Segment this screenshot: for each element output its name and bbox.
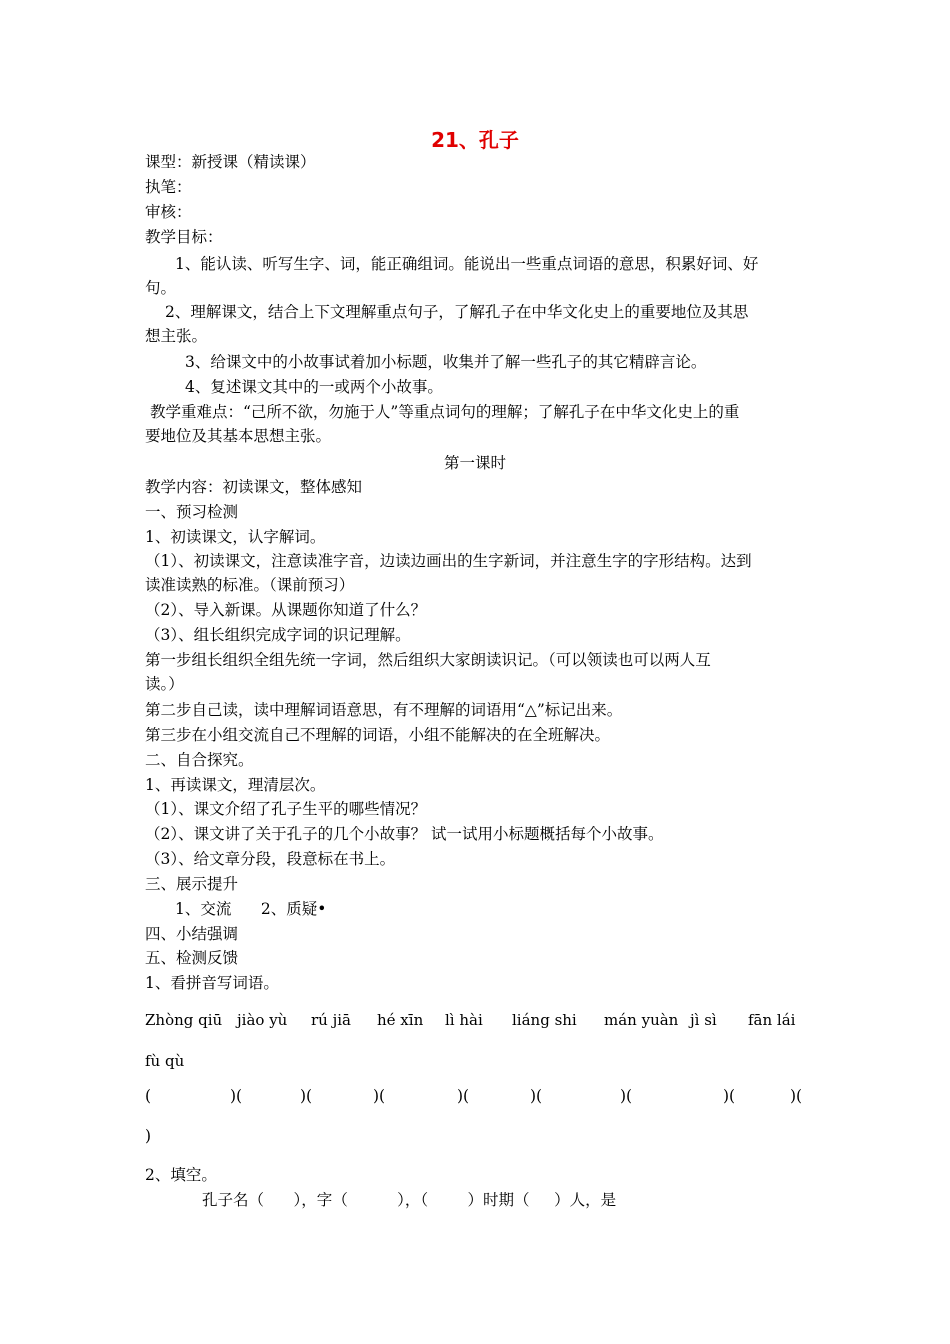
- pinyin-word: fān lái: [748, 1011, 796, 1029]
- period-heading: 第一课时: [443, 454, 506, 472]
- blank-paren: ): [145, 1127, 152, 1145]
- goal-1-line-2: 句。: [145, 279, 177, 297]
- teaching-content: 教学内容：初读课文，整体感知: [145, 478, 363, 496]
- goal-2-line-1: 2、理解课文，结合上下文理解重点句子，了解孔子在中华文化史上的重要地位及其思: [165, 303, 749, 321]
- pinyin-word: jiào yù: [237, 1011, 288, 1029]
- fill-in-line: 孔子名（ ），字（ ），（ ）时期（ ）人，是: [202, 1191, 617, 1209]
- section-2-sub-2: （2）、课文讲了关于孔子的几个小故事？ 试一试用小标题概括每个小故事。: [145, 825, 664, 843]
- section-2-sub-1: （1）、课文介绍了孔子生平的哪些情况？: [145, 800, 427, 818]
- pinyin-word: liáng shi: [512, 1011, 577, 1029]
- blank-paren: )(: [300, 1087, 313, 1105]
- pinyin-word: jì sì: [690, 1011, 717, 1029]
- blank-paren: (: [145, 1087, 152, 1105]
- step-1-line-2: 读。）: [145, 675, 184, 693]
- section-5-item-2: 2、填空。: [145, 1166, 217, 1184]
- keypoint-line-2: 要地位及其基本思想主张。: [145, 427, 332, 445]
- section-1-sub-1-line-2: 读准读熟的标准。（课前预习）: [145, 576, 355, 594]
- blank-paren: )(: [790, 1087, 803, 1105]
- pinyin-word: lì hài: [445, 1011, 483, 1029]
- goal-4: 4、复述课文其中的一或两个小故事。: [185, 378, 443, 396]
- blank-paren: )(: [457, 1087, 470, 1105]
- goal-2-line-2: 想主张。: [145, 327, 208, 345]
- section-5-heading: 五、检测反馈: [145, 949, 239, 967]
- keypoint-line-1: 教学重难点：“己所不欲，勿施于人”等重点词句的理解；了解孔子在中华文化史上的重: [150, 403, 740, 421]
- blank-paren: )(: [373, 1087, 386, 1105]
- pinyin-word: fù qù: [145, 1052, 185, 1070]
- lesson-type: 课型：新授课（精读课）: [145, 153, 316, 171]
- pinyin-word: rú jiā: [311, 1011, 351, 1029]
- goal-3: 3、给课文中的小故事试着加小标题，收集并了解一些孔子的其它精辟言论。: [185, 353, 707, 371]
- reviewer-line: 审核：: [145, 203, 192, 221]
- pinyin-word: Zhòng qiū: [145, 1011, 223, 1029]
- writer-line: 执笔：: [145, 178, 192, 196]
- section-1-sub-1-line-1: （1）、初读课文，注意读准字音，边读边画出的生字新词，并注意生字的字形结构。达到: [145, 552, 752, 570]
- section-1-heading: 一、预习检测: [145, 503, 239, 521]
- section-2-sub-3: （3）、给文章分段，段意标在书上。: [145, 850, 396, 868]
- section-1-sub-3: （3）、组长组织完成字词的识记理解。: [145, 626, 411, 644]
- blank-paren: )(: [530, 1087, 543, 1105]
- section-4-heading: 四、小结强调: [145, 925, 239, 943]
- section-3-items: 1、交流 2、质疑•: [175, 900, 327, 918]
- section-2-item-1: 1、再读课文，理清层次。: [145, 776, 326, 794]
- blank-paren: )(: [723, 1087, 736, 1105]
- section-2-heading: 二、自合探究。: [145, 751, 254, 769]
- document-title: 21、孔子: [431, 128, 519, 152]
- pinyin-word: hé xīn: [377, 1011, 424, 1029]
- blank-paren: )(: [230, 1087, 243, 1105]
- section-1-item-1: 1、初读课文，认字解词。: [145, 528, 326, 546]
- section-3-heading: 三、展示提升: [145, 875, 239, 893]
- step-3: 第三步在小组交流自己不理解的词语，小组不能解决的在全班解决。: [145, 726, 611, 744]
- step-2: 第二步自己读，读中理解词语意思，有不理解的词语用“△”标记出来。: [145, 701, 623, 719]
- goal-1-line-1: 1、能认读、听写生字、词，能正确组词。能说出一些重点词语的意思，积累好词、好: [175, 255, 759, 273]
- blank-paren: )(: [620, 1087, 633, 1105]
- step-1-line-1: 第一步组长组织全组先统一字词，然后组织大家朗读识记。（可以领读也可以两人互: [145, 651, 711, 669]
- section-1-sub-2: （2）、导入新课。从课题你知道了什么？: [145, 601, 427, 619]
- pinyin-word: mán yuàn: [604, 1011, 679, 1029]
- goals-heading: 教学目标：: [145, 228, 223, 246]
- section-5-item-1: 1、看拼音写词语。: [145, 974, 279, 992]
